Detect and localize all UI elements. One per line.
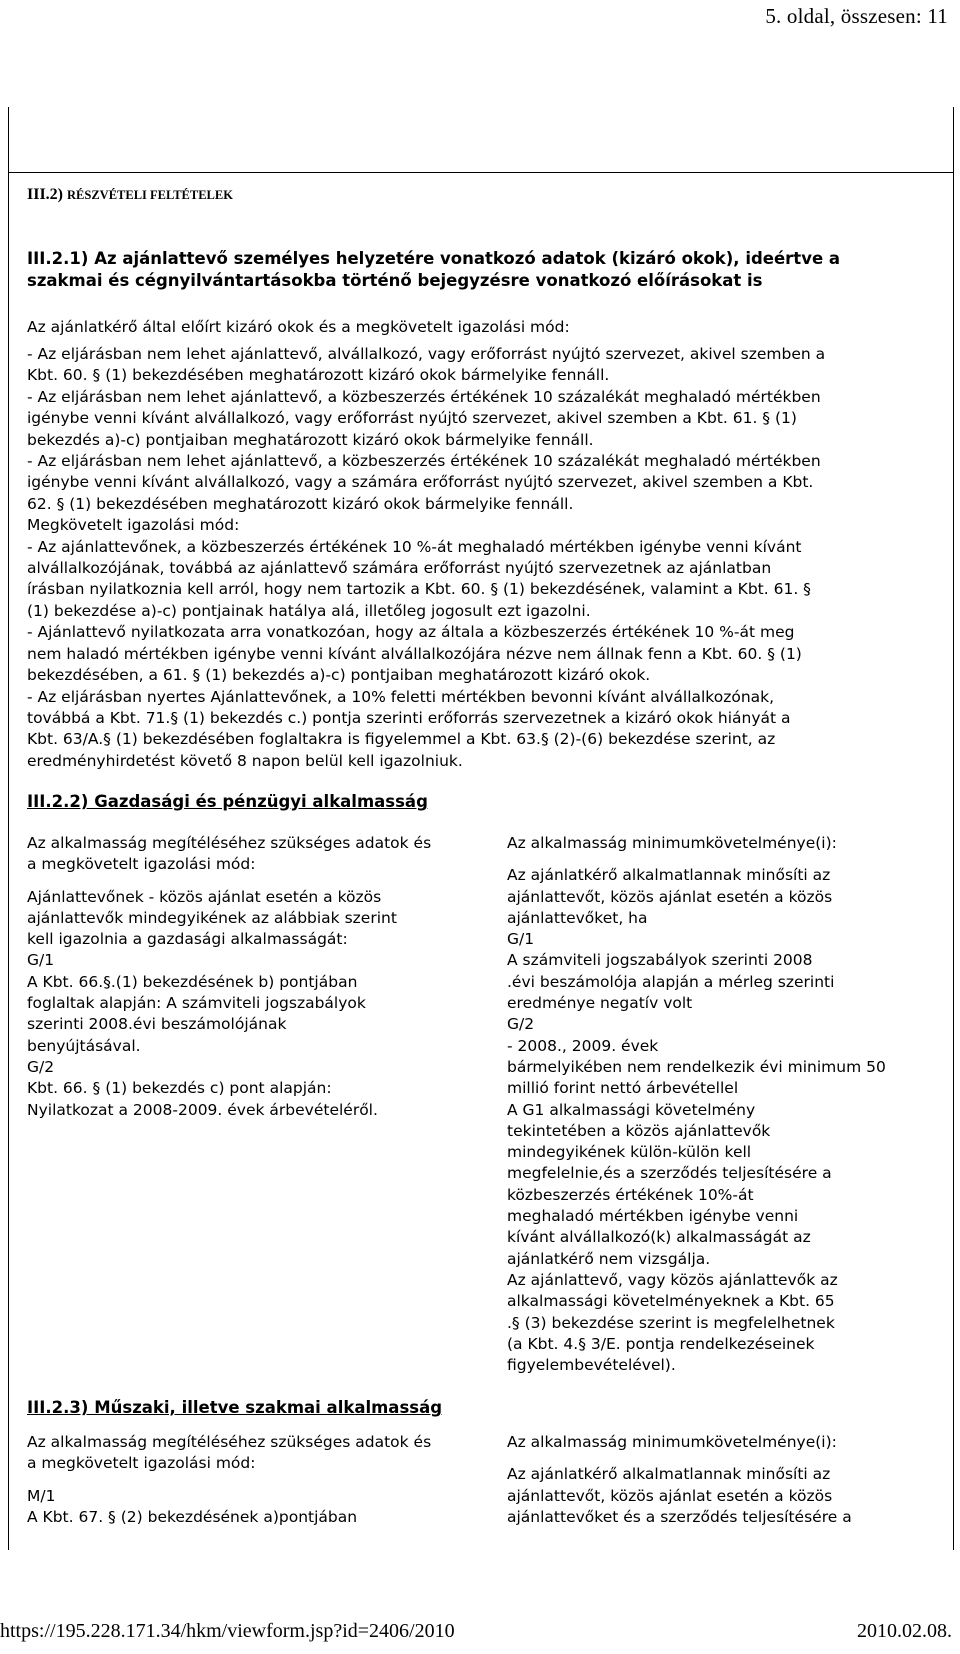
section-number: III.2) (27, 186, 68, 203)
subsection-heading-322: III.2.2) Gazdasági és pénzügyi alkalmasság (27, 792, 428, 811)
text-line: Nyilatkozat a 2008-2009. évek árbevételéről. (27, 1100, 378, 1119)
text-line: ajánlattevőket, ha (507, 908, 648, 927)
column-title-line: Az alkalmasság megítéléséhez szükséges adatok és (27, 834, 432, 852)
footer-url-link[interactable]: https://195.228.171.34/hkm/viewform.jsp?id=2406/2010 (0, 1620, 455, 1642)
economic-minimum-column (507, 833, 947, 1376)
text-line: közbeszerzés értékének 10%-át (507, 1185, 754, 1204)
text-line: továbbá a Kbt. 71.§ (1) bekezdés c.) pontja szerinti erőforrás szervezetnek a kizáró okok hiányát a (27, 708, 791, 727)
column-title-line: a megkövetelt igazolási mód: (27, 1454, 256, 1473)
text-line: - Az eljárásban nem lehet ajánlattevő, a közbeszerzés értékének 10 százalékát meghaladó mértékben (27, 452, 821, 471)
text-line: - Az eljárásban nem lehet ajánlattevő, alvállalkozó, vagy erőforrást nyújtó szervezet, akivel szemben a (27, 345, 826, 363)
text-line: megfelelnie,és a szerződés teljesítésére a (507, 1164, 832, 1183)
text-line: benyújtásával. (27, 1036, 141, 1055)
text-line: eredménye negatív volt (507, 994, 693, 1013)
heading-line: III.2.1) Az ajánlattevő személyes helyzetére vonatkozó adatok (kizáró okok), ideértve a (27, 249, 841, 268)
text-line: (a Kbt. 4.§ 3/E. pontja rendelkezéseinek (507, 1334, 815, 1353)
requirement-title: Az ajánlatkérő által előírt kizáró okok és a megkövetelt igazolási mód: (27, 318, 570, 336)
subsection-heading-321 (27, 248, 943, 292)
text-line: - Ajánlattevő nyilatkozata arra vonatkozóan, hogy az általa a közbeszerzés értékének 10 %-át meg (27, 623, 795, 642)
text-line: G/2 (507, 1015, 535, 1034)
text-line: G/1 (507, 930, 535, 949)
text-line: Az ajánlatkérő alkalmatlannak minősíti az (507, 866, 831, 885)
technical-evidence-column (27, 1432, 487, 1528)
text-line: figyelembevételével). (507, 1356, 676, 1375)
text-line: Megkövetelt igazolási mód: (27, 516, 240, 535)
text-line: bekezdés a)-c) pontjaiban meghatározott kizáró okok bármelyike fennáll. (27, 430, 594, 449)
economic-evidence-column (27, 833, 487, 1121)
subsection-heading-323: III.2.3) Műszaki, illetve szakmai alkalmasság (27, 1398, 443, 1417)
text-line: eredményhirdetést követő 8 napon belül kell igazolniuk. (27, 751, 463, 770)
text-line: .évi beszámolója alapján a mérleg szerinti (507, 972, 835, 991)
column-title-line: Az alkalmasság minimumkövetelménye(i): (507, 1433, 837, 1451)
footer-date: 2010.02.08. (857, 1620, 952, 1642)
text-line: Kbt. 63/A.§ (1) bekezdésében foglaltakra is figyelemmel a Kbt. 63.§ (2)-(6) bekezdése szerint, az (27, 730, 776, 749)
text-line: meghaladó mértékben igénybe venni (507, 1207, 799, 1226)
text-line: alkalmassági követelményeknek a Kbt. 65 (507, 1292, 835, 1311)
text-line: Az ajánlattevő, vagy közös ajánlattevők az (507, 1270, 838, 1289)
text-line: Ajánlattevőnek - közös ajánlat esetén a közös (27, 887, 382, 906)
text-line: bármelyikében nem rendelkezik évi minimum 50 (507, 1057, 886, 1076)
text-line: - Az eljárásban nyertes Ajánlattevőnek, a 10% feletti mértékben bevonni kívánt alvállalkozónak, (27, 687, 775, 706)
top-empty-frame (8, 107, 954, 173)
text-line: írásban nyilatkoznia kell arról, hogy nem tartozik a Kbt. 60. § (1) bekezdésének, valamint a Kbt. 61. § (27, 580, 811, 599)
text-line: A számviteli jogszabályok szerinti 2008 (507, 951, 813, 970)
section-heading (27, 186, 233, 204)
page-number-header: 5. oldal, összesen: 11 (765, 4, 948, 28)
text-line: millió forint nettó árbevétellel (507, 1079, 739, 1098)
text-line: Az ajánlatkérő alkalmatlannak minősíti az (507, 1465, 831, 1484)
text-line: igénybe venni kívánt alvállalkozó, vagy a számára erőforrást nyújtó szervezet, akivel szemben a Kbt. (27, 473, 814, 492)
text-line: Kbt. 66. § (1) bekezdés c) pont alapján: (27, 1079, 332, 1098)
text-line: 62. § (1) bekezdésében meghatározott kizáró okok bármelyike fennáll. (27, 494, 574, 513)
text-line: Kbt. 60. § (1) bekezdésében meghatározott kizáró okok bármelyike fennáll. (27, 366, 610, 385)
text-line: - Az ajánlattevőnek, a közbeszerzés értékének 10 %-át meghaladó mértékben igénybe venni kívánt (27, 537, 802, 556)
text-line: igénybe venni kívánt alvállalkozó, vagy erőforrást nyújtó szervezet, akivel szemben a Kbt. 61. § (1) (27, 409, 797, 428)
column-title-line: a megkövetelt igazolási mód: (27, 855, 256, 874)
text-line: M/1 (27, 1486, 56, 1505)
heading-line: szakmai és cégnyilvántartásokba történő bejegyzésre vonatkozó előírásokat is (27, 271, 763, 290)
text-line: foglaltak alapján: A számviteli jogszabályok (27, 994, 366, 1013)
text-line: ajánlattevők mindegyikének az alábbiak szerint (27, 908, 397, 927)
text-line: ajánlatkérő nem vizsgálja. (507, 1249, 711, 1268)
section-title: RÉSZVÉTELI FELTÉTELEK (67, 188, 233, 202)
text-line: nem haladó mértékben igénybe venni kívánt alvállalkozójára nézve nem állnak fenn a Kbt. 60. § (1) (27, 644, 802, 663)
text-line: - 2008., 2009. évek (507, 1036, 659, 1055)
text-line: ajánlattevőket és a szerződés teljesítésére a (507, 1507, 852, 1526)
column-title-line: Az alkalmasság minimumkövetelménye(i): (507, 834, 837, 852)
text-line: .§ (3) bekezdése szerint is megfelelhetnek (507, 1313, 835, 1332)
text-line: szerinti 2008.évi beszámolójának (27, 1015, 287, 1034)
text-line: G/1 (27, 951, 55, 970)
text-line: A G1 alkalmassági követelmény (507, 1100, 756, 1119)
text-line: mindegyikének külön-külön kell (507, 1143, 752, 1162)
technical-minimum-column (507, 1432, 947, 1528)
text-line: G/2 (27, 1057, 55, 1076)
column-title-line: Az alkalmasság megítéléséhez szükséges adatok és (27, 1433, 432, 1451)
text-line: ajánlattevőt, közös ajánlat esetén a közös (507, 1486, 833, 1505)
text-line: tekintetében a közös ajánlattevők (507, 1121, 771, 1140)
text-line: alvállalkozójának, továbbá az ajánlattevő számára erőforrást nyújtó szervezetnek az ajánlatban (27, 559, 772, 578)
text-line: - Az eljárásban nem lehet ajánlattevő, a közbeszerzés értékének 10 százalékát meghaladó mértékben (27, 387, 821, 406)
text-line: (1) bekezdése a)-c) pontjainak hatálya alá, illetőleg jogosult ezt igazolni. (27, 601, 591, 620)
text-line: kívánt alvállalkozó(k) alkalmasságát az (507, 1228, 811, 1247)
exclusion-grounds-text (27, 344, 943, 772)
text-line: bekezdésében, a 61. § (1) bekezdés a)-c) pontjaiban meghatározott kizáró okok. (27, 666, 651, 685)
text-line: kell igazolnia a gazdasági alkalmasságát: (27, 930, 348, 949)
text-line: A Kbt. 67. § (2) bekezdésének a)pontjában (27, 1507, 358, 1526)
text-line: ajánlattevőt, közös ajánlat esetén a közös (507, 887, 833, 906)
text-line: A Kbt. 66.§.(1) bekezdésének b) pontjában (27, 972, 358, 991)
